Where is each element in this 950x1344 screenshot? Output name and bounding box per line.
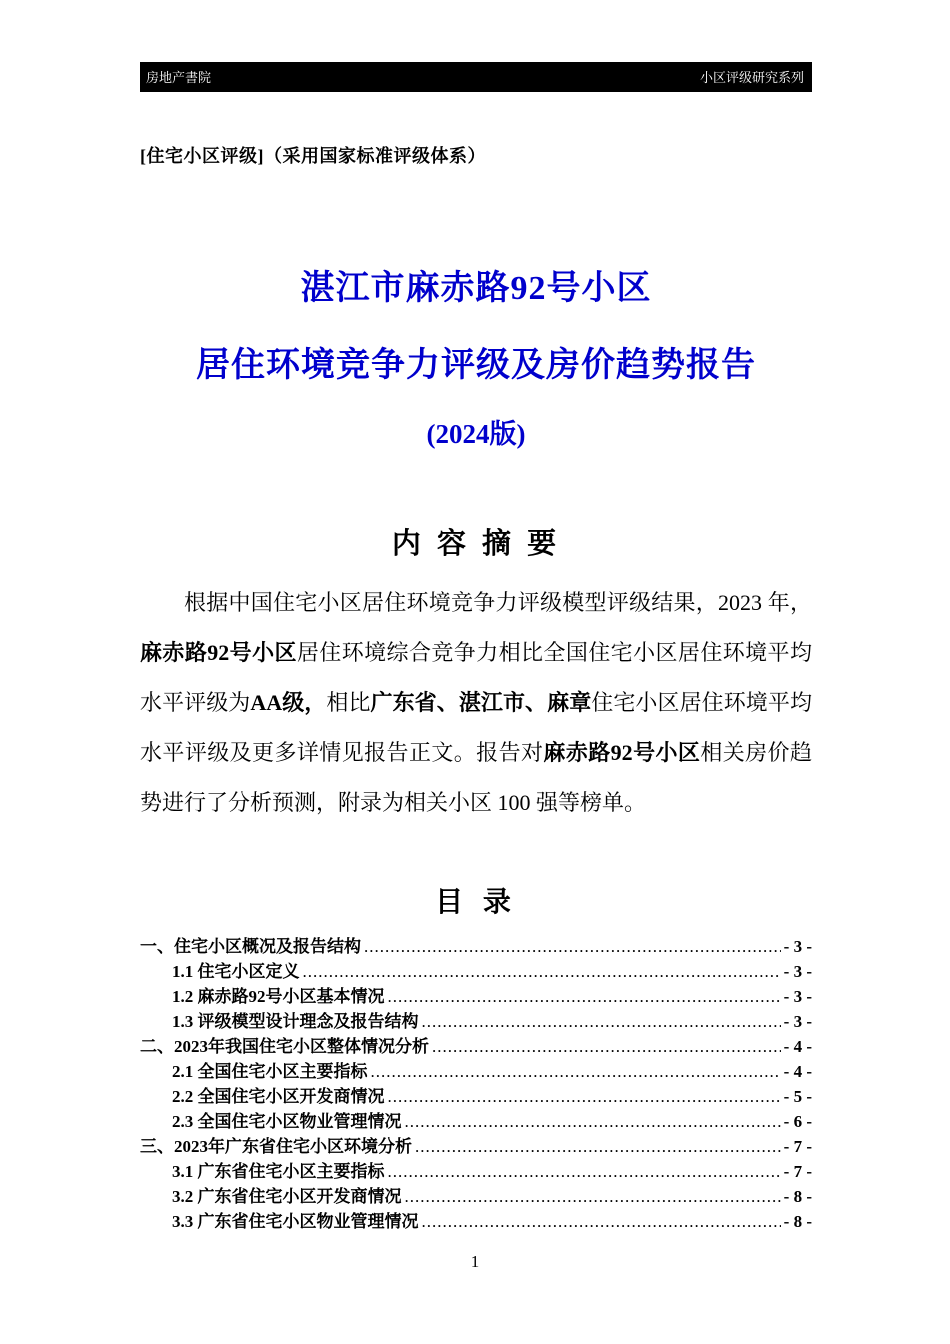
summary-text: 住宅小区居住环境平均水平评级及更多详情见报告正文。报告对 bbox=[140, 690, 812, 765]
page-number: 1 bbox=[470, 1252, 480, 1271]
toc-item-label: 1.1 住宅小区定义 bbox=[172, 962, 300, 981]
toc-item bbox=[140, 1084, 812, 1109]
toc-dot-leader bbox=[388, 1084, 781, 1109]
header-bar bbox=[140, 62, 812, 92]
title-block bbox=[140, 260, 812, 451]
toc-dot-leader bbox=[422, 1209, 781, 1234]
toc-item-page: - 5 - bbox=[783, 1087, 812, 1106]
toc-list bbox=[140, 934, 812, 1234]
toc-item-label: 2.2 全国住宅小区开发商情况 bbox=[172, 1087, 385, 1106]
toc-item-label: 2.1 全国住宅小区主要指标 bbox=[172, 1062, 368, 1081]
toc-dot-leader bbox=[371, 1059, 781, 1084]
summary-text: 相比 bbox=[326, 690, 371, 715]
toc-item bbox=[140, 1184, 812, 1209]
toc-item-page: - 3 - bbox=[783, 937, 812, 956]
toc-item-label: 三、2023年广东省住宅小区环境分析 bbox=[140, 1137, 412, 1156]
summary-heading: 内 容 摘 要 bbox=[391, 528, 561, 560]
summary-text: 相关房价趋势进行了分析预测，附录为相关小区 100 强等榜单。 bbox=[140, 740, 812, 815]
toc-dot-leader bbox=[422, 1009, 781, 1034]
toc-item bbox=[140, 984, 812, 1009]
toc-item-label: 1.2 麻赤路92号小区基本情况 bbox=[172, 987, 385, 1006]
toc-item-page: - 8 - bbox=[783, 1187, 812, 1206]
toc-item bbox=[140, 1009, 812, 1034]
toc-item-page: - 3 - bbox=[783, 1012, 812, 1031]
rating-system-note: [住宅小区评级]（采用国家标准评级体系） bbox=[140, 146, 486, 166]
toc-dot-leader bbox=[303, 959, 781, 984]
report-title-edition: (2024版) bbox=[426, 419, 526, 449]
summary-text: 居住环境综合竞争力相比全国住宅小区居住环境平均水平评级为 bbox=[140, 640, 812, 715]
toc-dot-leader bbox=[388, 1159, 781, 1184]
toc-dot-leader bbox=[415, 1134, 781, 1159]
toc-item-label: 一、住宅小区概况及报告结构 bbox=[140, 937, 361, 956]
toc-item bbox=[140, 1134, 812, 1159]
header-left-label: 房地产書院 bbox=[146, 70, 212, 85]
toc-heading: 目 录 bbox=[435, 886, 517, 917]
toc-item-page: - 7 - bbox=[783, 1162, 812, 1181]
toc-item-page: - 7 - bbox=[783, 1137, 812, 1156]
toc-item-label: 1.3 评级模型设计理念及报告结构 bbox=[172, 1012, 419, 1031]
toc-item bbox=[140, 1209, 812, 1234]
toc-item bbox=[140, 1034, 812, 1059]
toc-dot-leader bbox=[388, 984, 781, 1009]
toc-item bbox=[140, 1109, 812, 1134]
summary-text: 根据中国住宅小区居住环境竞争力评级模型评级结果，2023 年， bbox=[184, 590, 812, 615]
summary-emphasis: AA级， bbox=[250, 690, 327, 715]
toc-item bbox=[140, 1059, 812, 1084]
toc-item bbox=[140, 1159, 812, 1184]
toc-item-label: 3.2 广东省住宅小区开发商情况 bbox=[172, 1187, 402, 1206]
summary-emphasis: 麻赤路92号小区 bbox=[543, 740, 701, 765]
toc-item-page: - 3 - bbox=[783, 962, 812, 981]
toc-item-page: - 3 - bbox=[783, 987, 812, 1006]
toc-item-page: - 8 - bbox=[783, 1212, 812, 1231]
toc-dot-leader bbox=[405, 1109, 781, 1134]
toc-item-label: 3.3 广东省住宅小区物业管理情况 bbox=[172, 1212, 419, 1231]
toc-item bbox=[140, 934, 812, 959]
toc-dot-leader bbox=[364, 934, 781, 959]
toc-dot-leader bbox=[432, 1034, 781, 1059]
toc-item-page: - 4 - bbox=[783, 1037, 812, 1056]
report-title-line2: 居住环境竞争力评级及房价趋势报告 bbox=[196, 347, 756, 384]
toc-dot-leader bbox=[405, 1184, 781, 1209]
header-right-label: 小区评级研究系列 bbox=[699, 70, 804, 85]
summary-paragraph bbox=[140, 578, 812, 828]
report-title-line1: 湛江市麻赤路92号小区 bbox=[300, 270, 652, 307]
toc-item-label: 3.1 广东省住宅小区主要指标 bbox=[172, 1162, 385, 1181]
toc-item bbox=[140, 959, 812, 984]
toc-item-page: - 6 - bbox=[783, 1112, 812, 1131]
toc-item-label: 2.3 全国住宅小区物业管理情况 bbox=[172, 1112, 402, 1131]
toc-item-label: 二、2023年我国住宅小区整体情况分析 bbox=[140, 1037, 429, 1056]
summary-emphasis: 麻赤路92号小区 bbox=[140, 640, 297, 665]
summary-emphasis: 广东省、湛江市、麻章 bbox=[370, 690, 592, 715]
toc-item-page: - 4 - bbox=[783, 1062, 812, 1081]
